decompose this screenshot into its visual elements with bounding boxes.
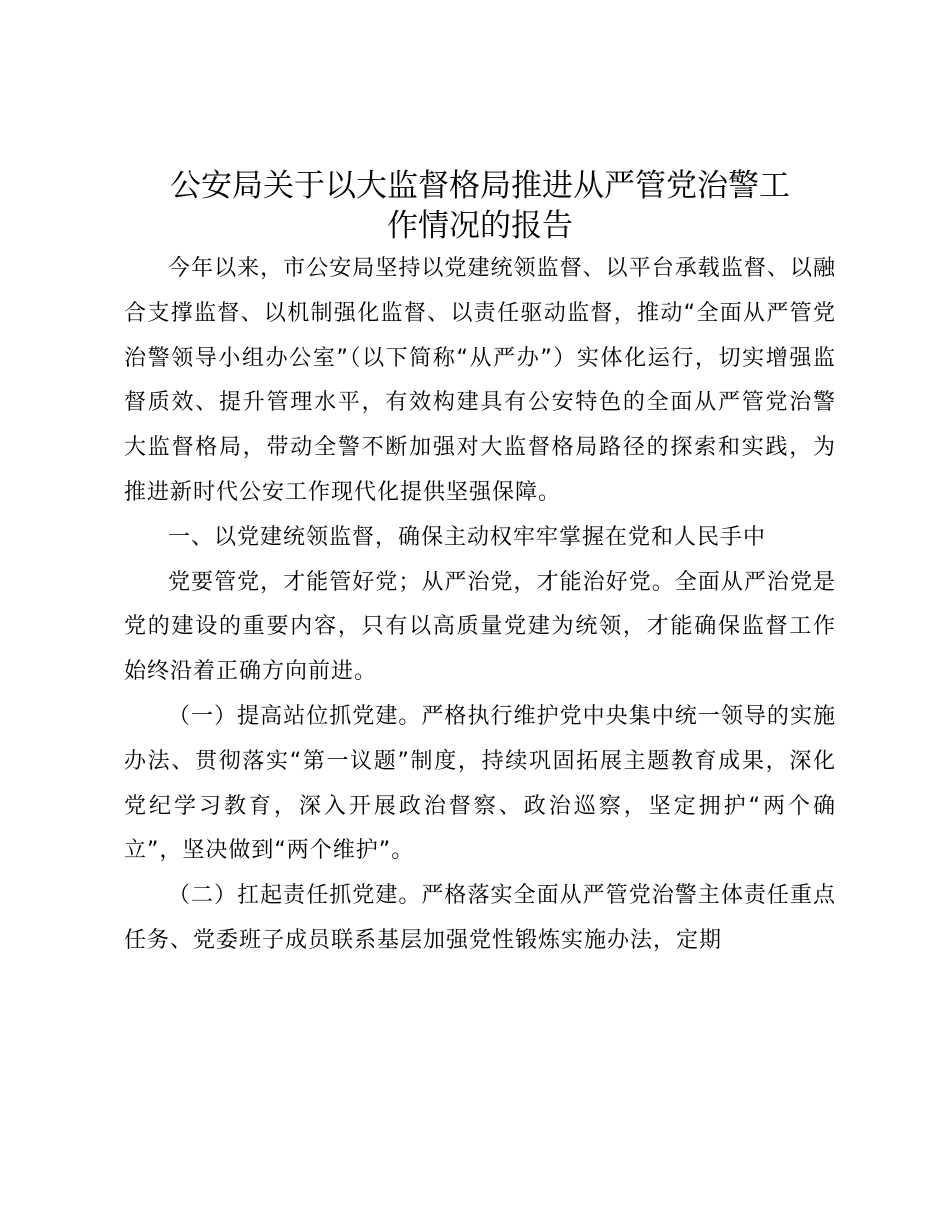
section-heading-1: 一、以党建统领监督，确保主动权牢牢掌握在党和人民手中	[168, 524, 767, 550]
document-body	[124, 247, 836, 964]
document-title	[124, 166, 836, 246]
document-page	[124, 166, 836, 964]
title-line-2: 作情况的报告	[387, 208, 573, 244]
paragraph-section-1: 党要管党，才能管好党；从严治党，才能治好党。全面从严治党是党的建设的重要内容，只有以高质量党建为统领，才能确保监督工作始终沿着正确方向前进。	[124, 569, 836, 685]
title-line-1: 公安局关于以大监督格局推进从严管党治警工	[170, 168, 790, 204]
paragraph-subsection-2: （二）扛起责任抓党建。严格落实全面从严管党治警主体责任重点任务、党委班子成员联系基层加强党性锻炼实施办法，定期	[124, 883, 836, 953]
paragraph-subsection-1: （一）提高站位抓党建。严格执行维护党中央集中统一领导的实施办法、贯彻落实“第一议题”制度，持续巩固拓展主题教育成果，深化党纪学习教育，深入开展政治督察、政治巡察，坚定拥护“两个确立”，坚决做到“两个维护”。	[124, 703, 836, 864]
paragraph-intro: 今年以来，市公安局坚持以党建统领监督、以平台承载监督、以融合支撑监督、以机制强化监督、以责任驱动监督，推动“全面从严管党治警领导小组办公室”（以下简称“从严办”）实体化运行，切实增强监督质效、提升管理水平，有效构建具有公安特色的全面从严管党治警大监督格局，带动全警不断加强对大监督格局路径的探索和实践，为推进新时代公安工作现代化提供坚强保障。	[124, 256, 836, 505]
